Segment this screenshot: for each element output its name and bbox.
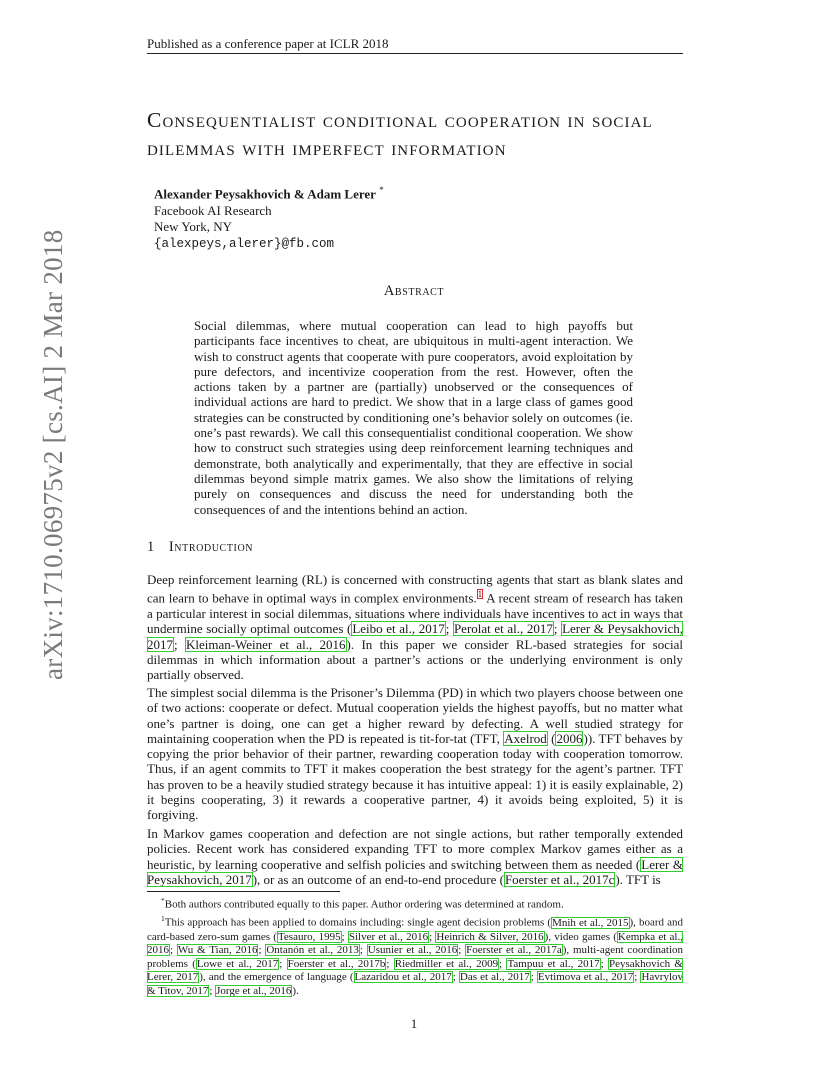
fn-text: ), video games ( <box>544 930 617 943</box>
citation-link[interactable]: Kleiman-Weiner et al., 2016 <box>185 636 346 652</box>
author-affiliation: Facebook AI Research <box>154 202 272 218</box>
citation-link[interactable]: Havrylov & Titov, 2017 <box>147 971 683 997</box>
running-header: Published as a conference paper at ICLR 2018 <box>147 36 389 51</box>
fn-sep: ; <box>429 930 436 943</box>
p1-text-b: A recent stream of research has taken a particular interest in social dilemmas, situations where individuals have incentives to act in ways that undermine socially optimal outcomes ( <box>147 590 683 637</box>
fn-sep: ; <box>258 944 266 957</box>
fn-text: ), multi-agent coordination problems ( <box>147 944 684 970</box>
fn-text: This approach has been applied to domains including: single agent decision problems ( <box>164 916 552 929</box>
header-rule <box>147 53 683 54</box>
fn-sep: ; <box>458 944 466 957</box>
p3-text-b: ), or as an outcome of an end-to-end procedure ( <box>252 871 504 887</box>
p1-sep: ; <box>174 636 185 652</box>
citation-link[interactable]: Kempka et al., 2016 <box>147 930 683 957</box>
paper-title: Consequentialist conditional cooperation in social dilemmas with imperfect information <box>147 108 653 160</box>
footnote-0-text: Both authors contributed equally to this paper. Author ordering was determined at random. <box>164 898 564 911</box>
p1-text-d: ). In this paper we consider RL-based strategies for social dilemmas in which information about a partner’s actions or the underlying environment is only partially observed. <box>147 636 683 683</box>
fn-sep: ; <box>341 930 348 943</box>
p1-text-a: Deep reinforcement learning (RL) is concerned with constructing agents that start as blank slates and can learn to behave in optimal ways in complex environments. <box>147 572 683 606</box>
p1-sep: ; <box>553 621 562 637</box>
citation-link[interactable]: Foerster et al., 2017b <box>287 957 386 970</box>
fn-sep: ; <box>499 957 507 970</box>
fn-text: ). <box>292 984 299 997</box>
citation-link[interactable]: Evtimova et al., 2017 <box>537 971 634 984</box>
citation-link[interactable]: Usunier et al., 2016 <box>367 944 458 957</box>
footnote-1 <box>147 912 683 998</box>
citation-link[interactable]: Tampuu et al., 2017 <box>507 957 600 970</box>
fn-sep: ; <box>600 957 608 970</box>
p2-text-b: )). TFT behaves by copying the prior behavior of their partner, rewarding cooperation today with cooperation tomorrow. Thus, if an agent commits to TFT it makes cooperation the best strategy for the agent’s partner. TFT has proven to be a heavily studied strategy because it has intuitive appeal: 1) it is easily explainable, 2) it begins cooperating, 3) it rewards a cooperative partner, 4) it avoids being exploited, 5) it is forgiving. <box>147 730 683 823</box>
fn-sep: ; <box>279 957 287 970</box>
citation-link[interactable]: Peysakhovich & Lerer, 2017 <box>147 957 683 984</box>
fn-sep: ; <box>170 944 177 957</box>
fn-text: ), board and card-based zero-sum games ( <box>147 916 683 943</box>
fn-sep: ; <box>359 944 367 957</box>
p2-text-a: The simplest social dilemma is the Prisoner’s Dilemma (PD) in which two players choose between one of two actions: cooperate or defect. Mutual cooperation yields the highest payoffs, but no matter what one’s partner is doing, one can get a higher reward by defecting. A well studied strategy for maintaining cooperation when the PD is repeated is tit-for-tat (TFT, <box>147 685 683 746</box>
citation-link[interactable]: Foerster et al., 2017a <box>466 944 562 957</box>
citation-link[interactable]: Lerer & Peysakhovich, 2017 <box>147 621 683 652</box>
citation-link[interactable]: Ontanón et al., 2013 <box>266 944 359 957</box>
footnote-0-mark: * <box>161 896 165 905</box>
author-block <box>154 182 384 252</box>
citation-link[interactable]: Lerer & Peysakhovich, 2017 <box>147 856 683 887</box>
fn-text: ), and the emergence of language ( <box>199 971 354 984</box>
section-title: Introduction <box>168 539 254 555</box>
citation-link[interactable]: 2006 <box>556 730 583 746</box>
p1-sep: ; <box>445 621 453 637</box>
section-number: 1 <box>147 539 155 555</box>
paragraph-2 <box>147 685 683 823</box>
citation-link[interactable]: Jorge et al., 2016 <box>216 984 292 997</box>
abstract-heading: Abstract <box>383 283 445 299</box>
citation-link[interactable]: Tesauro, 1995 <box>277 930 341 943</box>
paragraph-1 <box>147 572 683 682</box>
citation-link[interactable]: Leibo et al., 2017 <box>352 621 445 637</box>
p3-text-c: ). TFT is <box>615 871 661 887</box>
footnote-0 <box>147 894 683 912</box>
citation-link[interactable]: Silver et al., 2016 <box>348 930 429 943</box>
citation-link[interactable]: Heinrich & Silver, 2016 <box>436 930 544 943</box>
abstract-text: Social dilemmas, where mutual cooperation can lead to high payoffs but participants face incentives to cheat, are ubiquitous in multi-agent interaction. We wish to construct agents that cooperate with pure cooperators, avoid exploitation by pure defectors, and incentivize cooperation from the rest. However, often the actions taken by a partner are (partially) unobserved or the consequences of individual actions are hard to predict. We show that in a large class of games good strategies can be constructed by conditioning one’s behavior solely on outcomes (ie. one’s past rewards). We call this consequentialist conditional cooperation. We show how to construct such strategies using deep reinforcement learning techniques and demonstrate, both analytically and experimentally, that they are effective in social dilemmas beyond simple matrix games. We also show the limitations of relying purely on consequences and discuss the need for understanding both the consequences of and the intentions behind an action. <box>194 318 633 517</box>
citation-link[interactable]: Axelrod <box>504 730 547 746</box>
p2-sep: ( <box>547 730 556 746</box>
footnote-1-mark: 1 <box>161 914 165 924</box>
page-number: 1 <box>410 1016 418 1031</box>
fn-sep: ; <box>209 984 216 997</box>
section-heading <box>147 539 253 556</box>
citation-link[interactable]: Das et al., 2017 <box>459 971 530 984</box>
citation-link[interactable]: Wu & Tian, 2016 <box>177 944 258 957</box>
fn-sep: ; <box>386 957 394 970</box>
author-footnote-mark: * <box>379 185 384 195</box>
author-email: {alexpeys,alerer}@fb.com <box>154 236 335 251</box>
footnote-1-link[interactable]: 1 <box>477 589 483 600</box>
citation-link[interactable]: Foerster et al., 2017c <box>504 871 615 887</box>
citation-link[interactable]: Mnih et al., 2015 <box>552 916 629 929</box>
fn-sep: ; <box>634 971 641 984</box>
arxiv-stamp: arXiv:1710.06975v2 [cs.AI] 2 Mar 2018 <box>38 229 68 680</box>
citation-link[interactable]: Riedmiller et al., 2009 <box>394 957 499 970</box>
citation-link[interactable]: Perolat et al., 2017 <box>453 621 553 637</box>
fn-sep: ; <box>530 971 537 984</box>
p3-text-a: In Markov games cooperation and defection are not single actions, but rather temporally extended policies. Recent work has considered expanding TFT to more complex Markov games either as a heuristic, by learning cooperative and selfish policies and switching between them as needed ( <box>147 826 683 872</box>
footnote-rule <box>147 891 340 892</box>
author-location: New York, NY <box>154 219 233 235</box>
paragraph-3 <box>147 826 683 887</box>
fn-sep: ; <box>452 971 459 984</box>
citation-link[interactable]: Lazaridou et al., 2017 <box>354 971 452 984</box>
footnotes <box>147 894 683 998</box>
author-names: Alexander Peysakhovich & Adam Lerer <box>154 186 376 202</box>
citation-link[interactable]: Lowe et al., 2017 <box>196 957 279 970</box>
